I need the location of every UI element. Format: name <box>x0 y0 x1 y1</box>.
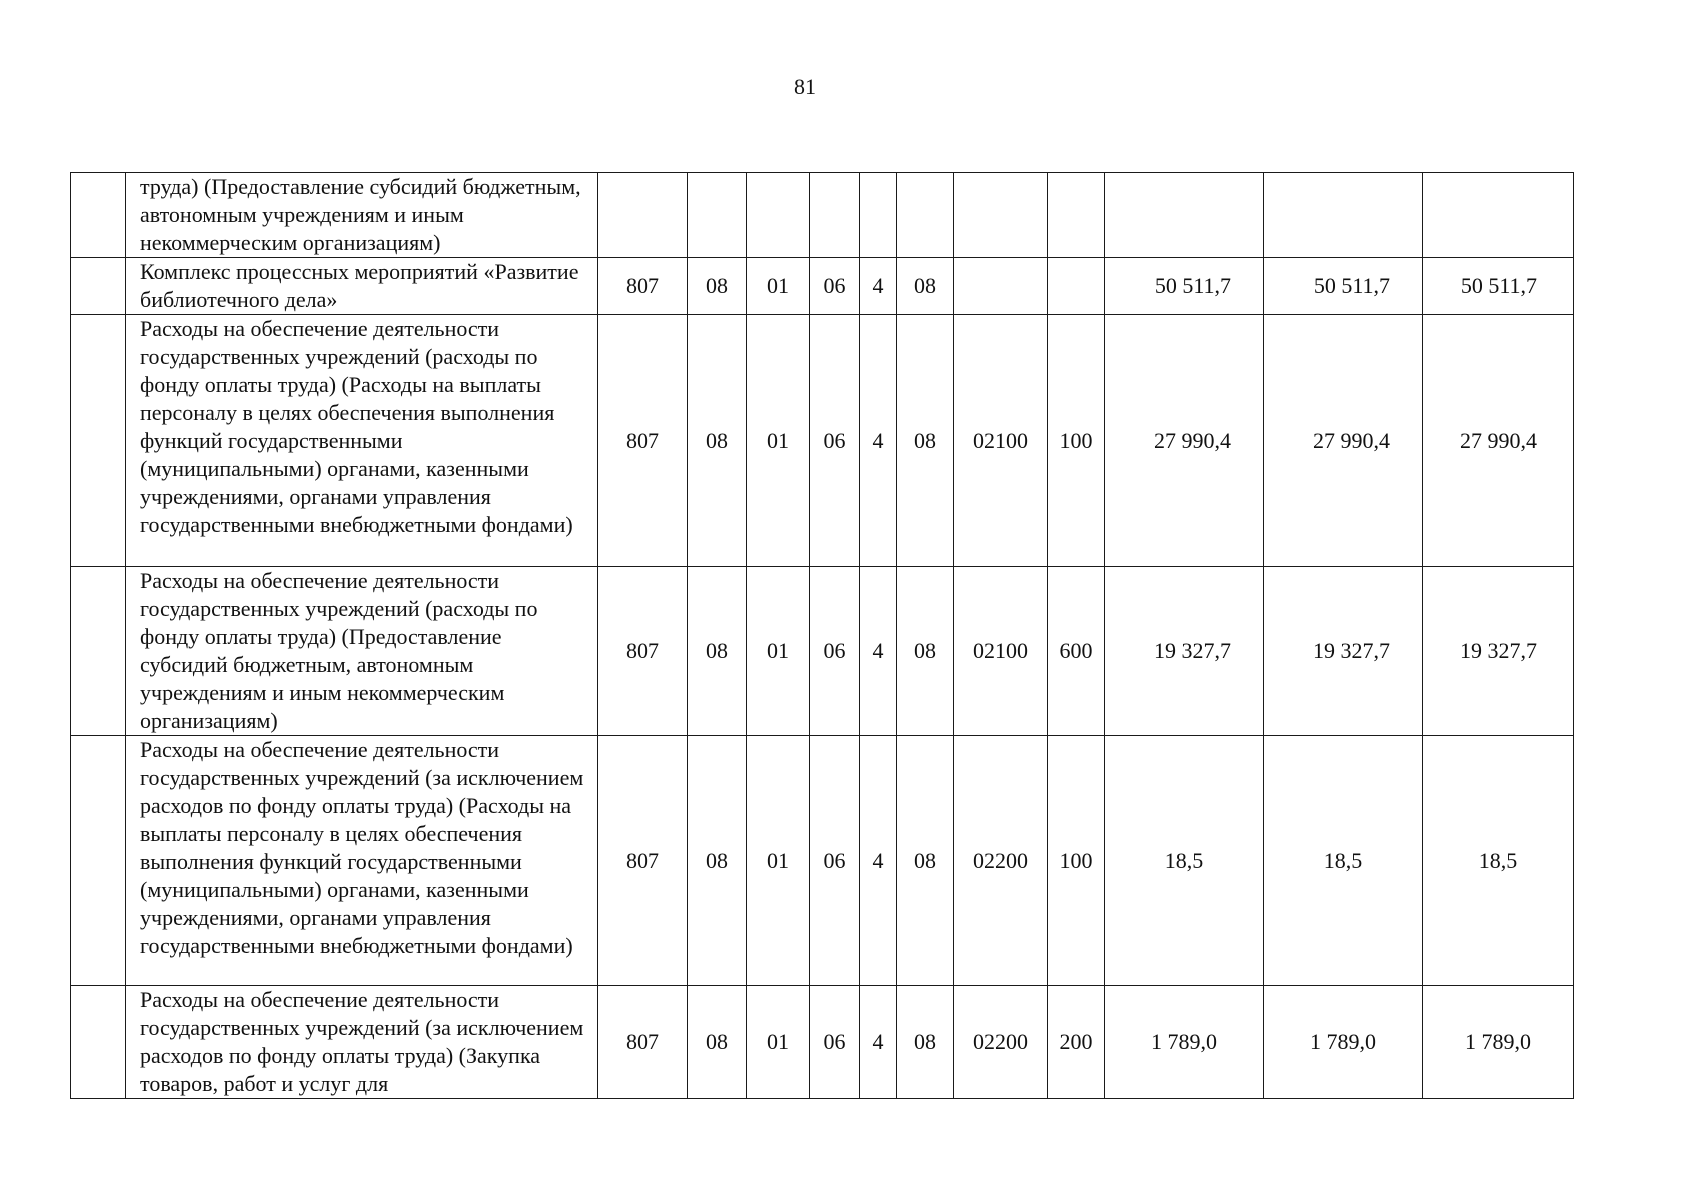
description-cell: Комплекс процессных мероприятий «Развитие библиотечного дела» <box>126 258 598 315</box>
table-row <box>71 258 1574 315</box>
code-cell: 4 <box>860 986 897 1099</box>
code-cell: 01 <box>747 736 810 986</box>
amount-cell: 50 511,7 <box>1423 258 1574 315</box>
code-cell <box>810 173 860 258</box>
code-cell: 4 <box>860 315 897 567</box>
budget-table <box>70 172 1574 1099</box>
code-cell: 08 <box>897 567 954 736</box>
description-cell: Расходы на обеспечение деятельности государственных учреждений (за исключением расходов по фонду оплаты труда) (Расходы на выплаты персоналу в целях обеспечения выполнения функций государственными (муниципальными) органами, казенными учреждениями, органами управления государственными внебюджетными фондами) <box>126 736 598 986</box>
row-number-cell <box>71 173 126 258</box>
amount-cell <box>1423 173 1574 258</box>
table-row <box>71 986 1574 1099</box>
code-cell: 4 <box>860 258 897 315</box>
amount-cell: 18,5 <box>1105 736 1264 986</box>
code-cell: 08 <box>897 315 954 567</box>
code-cell: 08 <box>688 986 747 1099</box>
code-cell: 01 <box>747 567 810 736</box>
description-cell: труда) (Предоставление субсидий бюджетным, автономным учреждениям и иным некоммерческим организациям) <box>126 173 598 258</box>
code-cell: 02200 <box>954 736 1048 986</box>
amount-cell: 19 327,7 <box>1105 567 1264 736</box>
row-number-cell <box>71 986 126 1099</box>
code-cell <box>954 258 1048 315</box>
code-cell: 06 <box>810 315 860 567</box>
code-cell: 08 <box>688 258 747 315</box>
code-cell: 100 <box>1048 736 1105 986</box>
code-cell <box>897 173 954 258</box>
amount-cell: 19 327,7 <box>1423 567 1574 736</box>
row-number-cell <box>71 736 126 986</box>
description-cell: Расходы на обеспечение деятельности государственных учреждений (расходы по фонду оплаты труда) (Предоставление субсидий бюджетным, автономным учреждениям и иным некоммерческим организациям) <box>126 567 598 736</box>
code-cell: 807 <box>598 258 688 315</box>
code-cell: 06 <box>810 258 860 315</box>
code-cell: 08 <box>897 986 954 1099</box>
code-cell: 08 <box>688 736 747 986</box>
amount-cell: 18,5 <box>1423 736 1574 986</box>
code-cell: 06 <box>810 986 860 1099</box>
code-cell: 4 <box>860 567 897 736</box>
code-cell: 06 <box>810 567 860 736</box>
code-cell: 02200 <box>954 986 1048 1099</box>
amount-cell: 1 789,0 <box>1105 986 1264 1099</box>
row-number-cell <box>71 567 126 736</box>
code-cell <box>954 173 1048 258</box>
code-cell <box>688 173 747 258</box>
amount-cell <box>1264 173 1423 258</box>
code-cell: 100 <box>1048 315 1105 567</box>
code-cell: 807 <box>598 986 688 1099</box>
code-cell: 807 <box>598 567 688 736</box>
code-cell: 02100 <box>954 567 1048 736</box>
amount-cell <box>1105 173 1264 258</box>
table-row <box>71 315 1574 567</box>
page-number: 81 <box>794 74 816 99</box>
amount-cell: 50 511,7 <box>1264 258 1423 315</box>
code-cell <box>747 173 810 258</box>
code-cell: 807 <box>598 315 688 567</box>
table-row <box>71 567 1574 736</box>
code-cell: 600 <box>1048 567 1105 736</box>
amount-cell: 1 789,0 <box>1264 986 1423 1099</box>
code-cell: 08 <box>688 315 747 567</box>
code-cell <box>1048 173 1105 258</box>
amount-cell: 18,5 <box>1264 736 1423 986</box>
code-cell: 200 <box>1048 986 1105 1099</box>
code-cell: 02100 <box>954 315 1048 567</box>
row-number-cell <box>71 315 126 567</box>
code-cell: 08 <box>897 736 954 986</box>
amount-cell: 27 990,4 <box>1423 315 1574 567</box>
code-cell: 01 <box>747 315 810 567</box>
code-cell: 08 <box>688 567 747 736</box>
amount-cell: 27 990,4 <box>1105 315 1264 567</box>
amount-cell: 27 990,4 <box>1264 315 1423 567</box>
amount-cell: 1 789,0 <box>1423 986 1574 1099</box>
code-cell: 06 <box>810 736 860 986</box>
table-row <box>71 736 1574 986</box>
code-cell: 01 <box>747 986 810 1099</box>
code-cell <box>860 173 897 258</box>
code-cell: 01 <box>747 258 810 315</box>
table-row <box>71 173 1574 258</box>
code-cell: 4 <box>860 736 897 986</box>
code-cell <box>1048 258 1105 315</box>
code-cell: 08 <box>897 258 954 315</box>
amount-cell: 50 511,7 <box>1105 258 1264 315</box>
description-cell: Расходы на обеспечение деятельности государственных учреждений (за исключением расходов по фонду оплаты труда) (Закупка товаров, работ и услуг для <box>126 986 598 1099</box>
code-cell <box>598 173 688 258</box>
description-cell: Расходы на обеспечение деятельности государственных учреждений (расходы по фонду оплаты труда) (Расходы на выплаты персоналу в целях обеспечения выполнения функций государственными (муниципальными) органами, казенными учреждениями, органами управления государственными внебюджетными фондами) <box>126 315 598 567</box>
code-cell: 807 <box>598 736 688 986</box>
row-number-cell <box>71 258 126 315</box>
amount-cell: 19 327,7 <box>1264 567 1423 736</box>
